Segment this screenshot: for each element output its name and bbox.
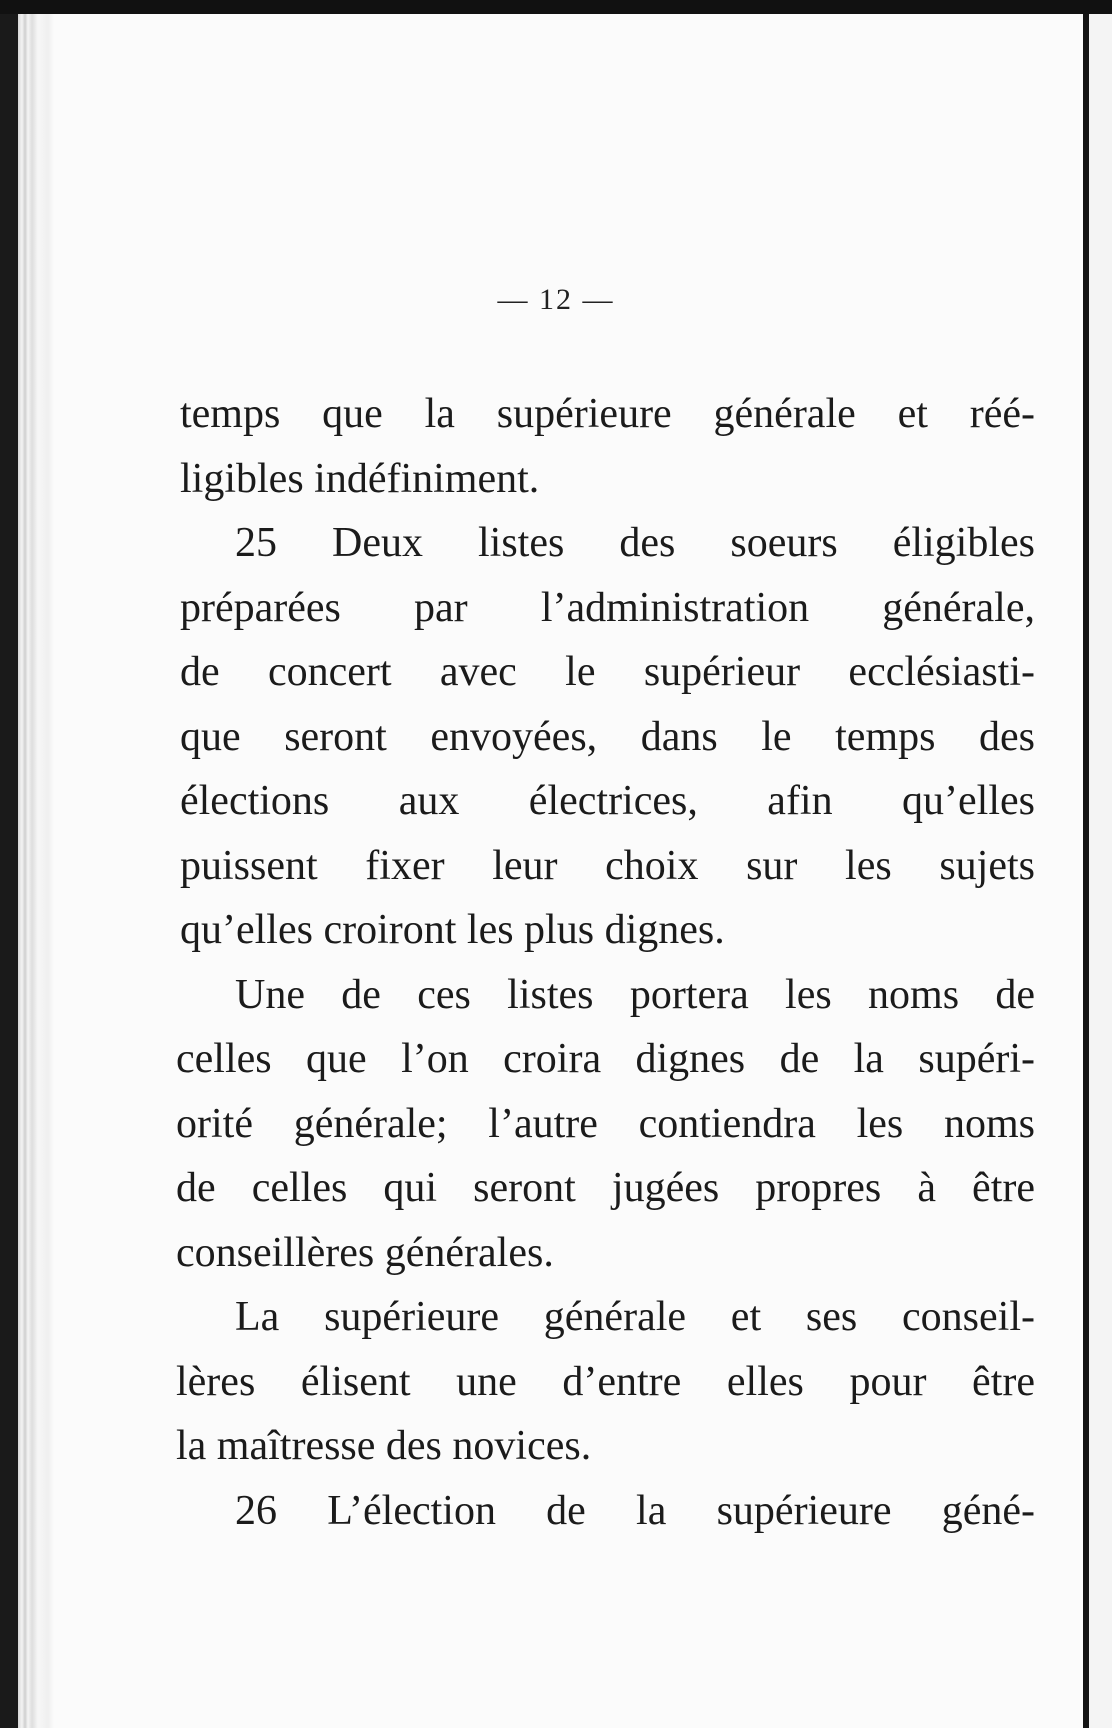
text-line: la maîtresse des novices.	[176, 1423, 592, 1469]
paragraph-start: Une de ces listes portera les noms de	[235, 971, 1035, 1018]
text-line: qu’elles croiront les plus dignes.	[180, 907, 725, 953]
text-line: ligibles indéfiniment.	[180, 455, 540, 502]
right-margin-strip	[1089, 14, 1112, 1728]
paragraph-25-start: 25 Deux listes des soeurs éligibles	[235, 520, 1035, 566]
text-line: orité générale; l’autre contiendra les noms	[176, 1100, 1035, 1147]
page-stack-edge	[18, 14, 54, 1728]
body-text	[176, 382, 1035, 1543]
top-border	[0, 0, 1112, 14]
text-line: puissent fixer leur choix sur les sujets	[180, 842, 1035, 889]
text-line: de celles qui seront jugées propres à être	[176, 1165, 1035, 1211]
text-line: temps que la supérieure générale et réé-	[180, 391, 1035, 437]
text-line: lères élisent une d’entre elles pour être	[176, 1358, 1035, 1405]
text-line: celles que l’on croira dignes de la supéri-	[176, 1036, 1035, 1082]
paragraph-start: La supérieure générale et ses conseil-	[235, 1294, 1035, 1340]
text-line: conseillères générales.	[176, 1229, 554, 1276]
text-line: préparées par l’administration générale,	[180, 584, 1035, 631]
text-line: de concert avec le supérieur ecclésiasti-	[180, 649, 1035, 695]
text-line: que seront envoyées, dans le temps des	[180, 713, 1035, 760]
paragraph-26-start: 26 L’élection de la supérieure géné-	[235, 1487, 1035, 1534]
text-line: élections aux électrices, afin qu’elles	[180, 778, 1035, 824]
page-number: — 12 —	[497, 283, 615, 316]
